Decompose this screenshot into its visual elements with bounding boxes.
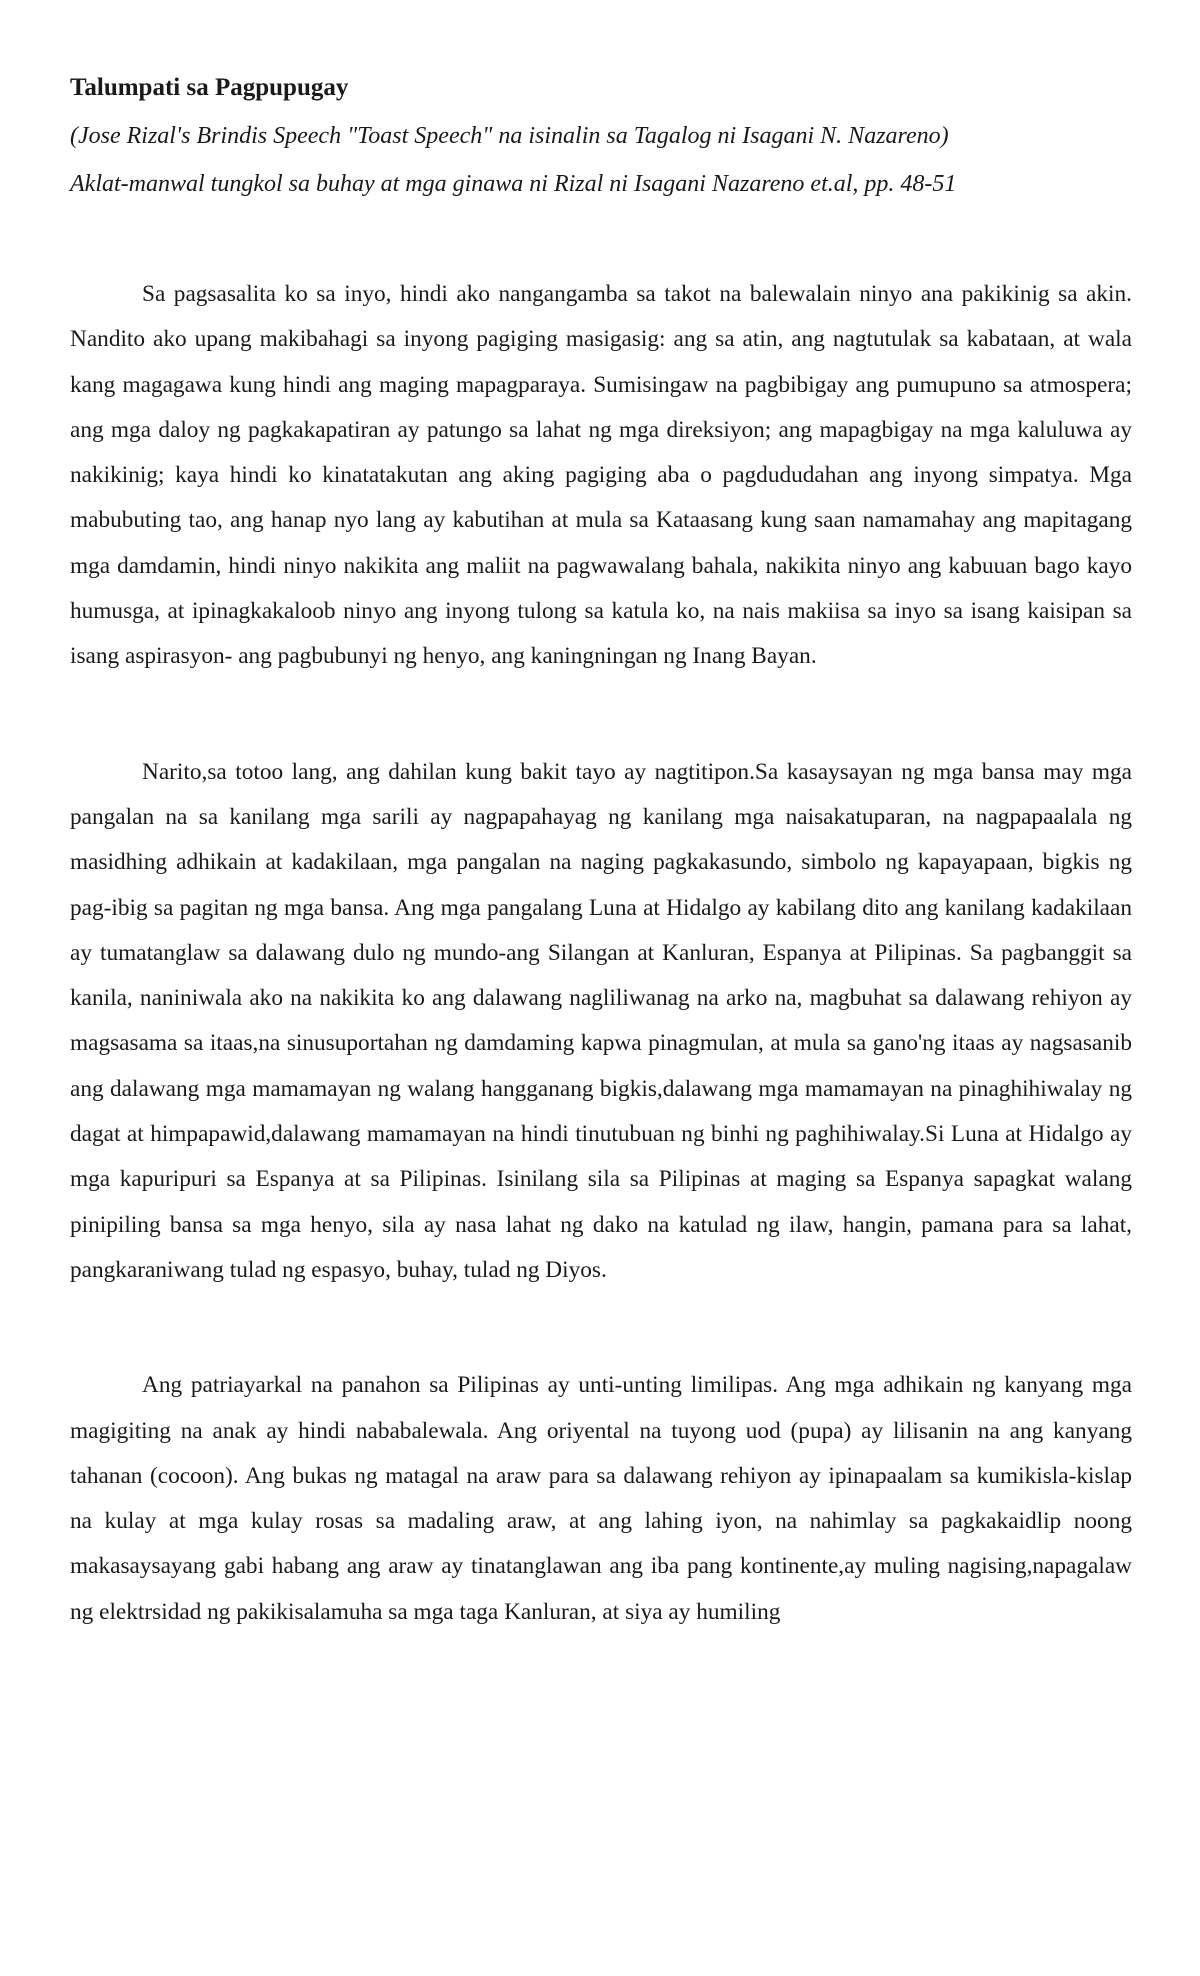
paragraph-1: Sa pagsasalita ko sa inyo, hindi ako nangangamba sa takot na balewalain ninyo ana pakikinig sa akin. Nandito ako upang makibahagi sa inyong pagiging masigasig: ang sa atin, ang nagtutulak sa kabataan, at wala kang magagawa kung hindi ang maging mapagparaya. Sumisingaw na pagbibigay ang pumupuno sa atmospera; ang mga daloy ng pagkakapatiran ay patungo sa lahat ng mga direksiyon; ang mapagbigay na mga kaluluwa ay nakikinig; kaya hindi ko kinatatakutan ang aking pagiging aba o pagdududahan ang inyong simpatya. Mga mabubuting tao, ang hanap nyo lang ay kabutihan at mula sa Kataasang kung saan namamahay ang mapitagang mga damdamin, hindi ninyo nakikita ang maliit na pagwawalang bahala, nakikita ninyo ang kabuuan bago kayo humusga, at ipinagkakaloob ninyo ang inyong tulong sa katula ko, na nais makiisa sa inyo sa isang kaisipan sa isang aspirasyon- ang pagbubunyi ng henyo, ang kaningningan ng Inang Bayan. <box>70 281 1132 670</box>
paragraph-3: Ang patriayarkal na panahon sa Pilipinas ay unti-unting limilipas. Ang mga adhikain ng kanyang mga magigiting na anak ay hindi nababalewala. Ang oriyental na tuyong uod (pupa) ay lilisanin na ang kanyang tahanan (cocoon). Ang bukas ng matagal na araw para sa dalawang rehiyon ay ipinapaalam sa kumikisla-kislap na kulay at mga kulay rosas sa madaling araw, at ang lahing iyon, na nahimlay sa pagkakaidlip noong makasaysayang gabi habang ang araw ay tinatanglawan ang iba pang kontinente,ay muling nagising,napagalaw ng elektrsidad ng pakikisalamuha sa mga taga Kanluran, at siya ay humiling <box>70 1372 1132 1625</box>
document-body <box>70 68 1132 1635</box>
document-title: Talumpati sa Pagpupugay <box>70 74 349 101</box>
document-source-citation: Aklat-manwal tungkol sa buhay at mga ginawa ni Rizal ni Isagani Nazareno et.al, pp. 48-51 <box>70 171 957 197</box>
paragraph-2: Narito,sa totoo lang, ang dahilan kung bakit tayo ay nagtitipon.Sa kasaysayan ng mga bansa may mga pangalan na sa kanilang mga sarili ay nagpapahayag ng kanilang mga naisakatuparan, na nagpapaalala ng masidhing adhikain at kadakilaan, mga pangalan na naging pagkakasundo, simbolo ng kapayapaan, bigkis ng pag-ibig sa pagitan ng mga bansa. Ang mga pangalang Luna at Hidalgo ay kabilang dito ang kanilang kadakilaan ay tumatanglaw sa dalawang dulo ng mundo-ang Silangan at Kanluran, Espanya at Pilipinas. Sa pagbanggit sa kanila, naniniwala ako na nakikita ko ang dalawang nagliliwanag na arko na, magbuhat sa dalawang rehiyon ay magsasama sa itaas,na sinusuportahan ng damdaming kapwa pinagmulan, at mula sa gano'ng itaas ay nagsasanib ang dalawang mga mamamayan ng walang hangganang bigkis,dalawang mga mamamayan na pinaghihiwalay ng dagat at himpapawid,dalawang mamamayan na hindi tinutubuan ng binhi ng paghihiwalay.Si Luna at Hidalgo ay mga kapuripuri sa Espanya at sa Pilipinas. Isinilang sila sa Pilipinas at maging sa Espanya sapagkat walang pinipiling bansa sa mga henyo, sila ay nasa lahat ng dako na katulad ng ilaw, hangin, pamana para sa lahat, pangkaraniwang tulad ng espasyo, buhay, tulad ng Diyos. <box>70 758 1132 1283</box>
document-subtitle: (Jose Rizal's Brindis Speech "Toast Speech" na isinalin sa Tagalog ni Isagani N. Nazareno) <box>70 123 949 149</box>
